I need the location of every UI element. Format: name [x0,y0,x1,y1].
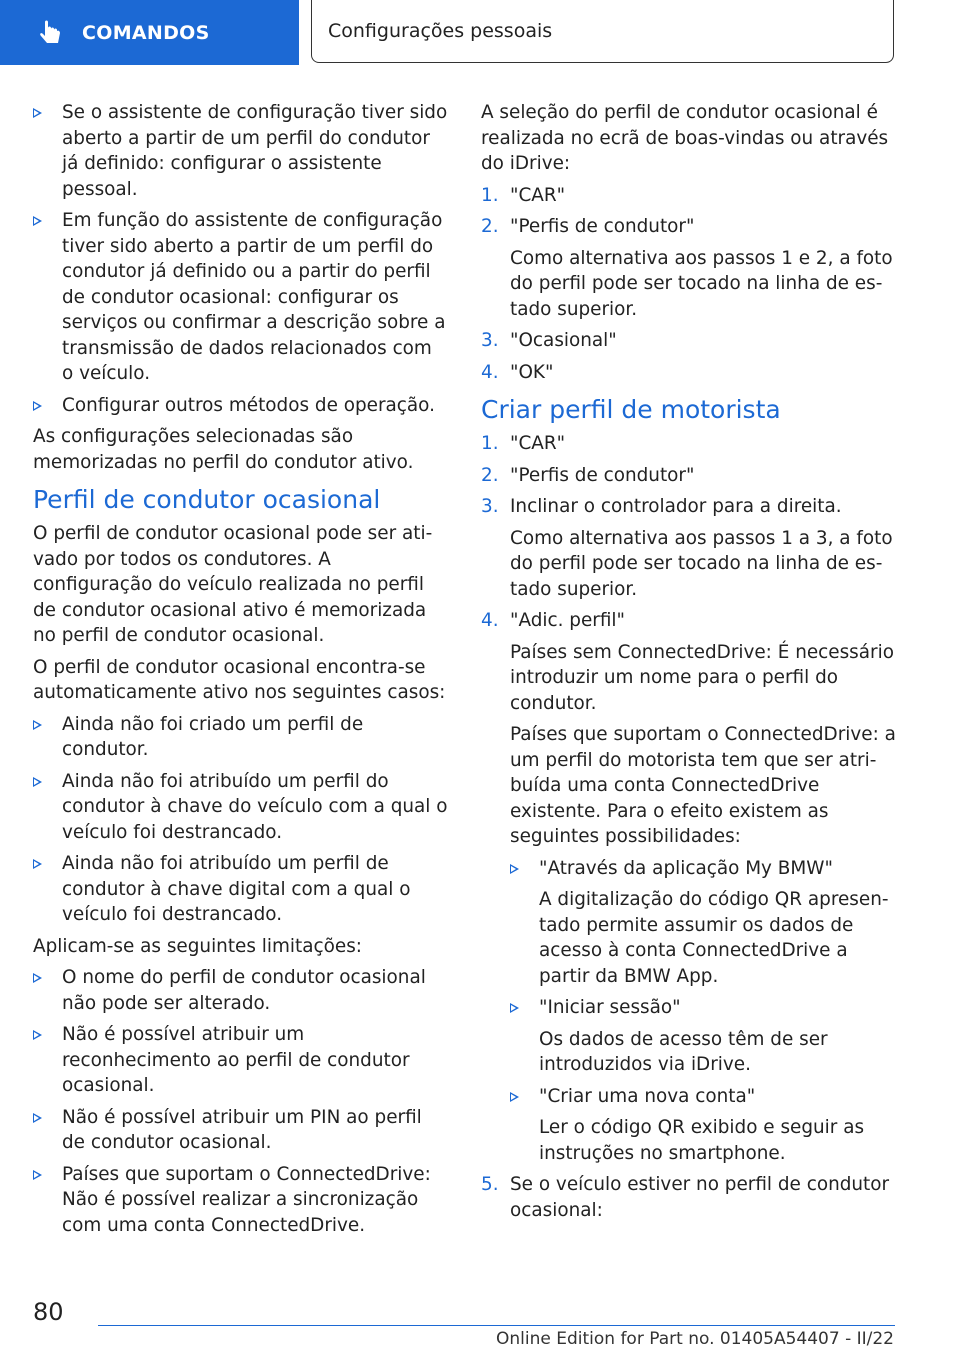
triangle-bullet-icon [33,401,42,411]
sub-bullet-note: A digitalização do código QR apresentado permite assumir os dados de acesso à conta ConnectedDrive a partir da BMW App. [539,889,889,987]
triangle-bullet-icon [33,108,42,118]
triangle-bullet-icon [33,973,42,983]
step-item: 1. "CAR" [481,433,566,454]
step-note: Países sem ConnectedDrive: É necessário introduzir um nome para o perfil do condutor. [510,641,894,714]
triangle-bullet-icon [33,1113,42,1123]
sub-bullet-item: "Iniciar sessão" [510,995,896,1021]
section-title: COMANDOS [82,21,210,44]
step-item: 4. "OK" [481,361,554,383]
page-number: 80 [33,1298,64,1326]
bullet-item: Não é possível atribuir um reconhecimento ao perfil de condutor ocasional. [33,1022,448,1099]
bullet-item: Países que suportam o ConnectedDrive: Não é possível realizar a sincronização com uma conta ConnectedDrive. [33,1162,448,1239]
sub-bullet-item: "Através da aplicação My BMW" [510,856,896,882]
triangle-bullet-icon [33,859,42,869]
edition-footer: Online Edition for Part no. 01405A54407 - II/22 [495,1329,894,1349]
sub-bullet-item: "Criar uma nova conta" [510,1084,896,1110]
bullet-item: Se o assistente de configuração tiver sido aberto a partir de um perfil do condutor já definido: configurar o assistente pessoal. [33,100,448,202]
step-item: 2. "Perfis de condutor" [481,464,695,486]
chapter-tab [311,0,894,63]
right-column [481,100,896,1229]
triangle-bullet-icon [33,777,42,787]
left-column [33,100,448,1244]
triangle-bullet-icon [510,1092,519,1102]
step-note: Como alternativa aos passos 1 a 3, a foto do perfil pode ser tocado na linha de estado superior. [510,527,893,600]
step-item: 2. "Perfis de condutor" [481,216,695,237]
section-heading: Perfil de condutor ocasional [33,485,381,514]
step-note: Como alternativa aos passos 1 e 2, a foto do perfil pode ser tocado na linha de estado superior. [510,247,893,320]
sub-bullet-note: Os dados de acesso têm de ser introduzidos via iDrive. [539,1028,828,1075]
triangle-bullet-icon [33,216,42,226]
triangle-bullet-icon [33,1030,42,1040]
paragraph: O perfil de condutor ocasional pode ser ativado por todos os condutores. A configuração do veículo realizada no perfil de condutor ocasional ativo é memorizada no perfil de condutor ocasional. [33,523,433,646]
triangle-bullet-icon [510,1003,519,1013]
paragraph: O perfil de condutor ocasional encontra-se automaticamente ativo nos seguintes casos: [33,656,446,703]
step-item: 3. Inclinar o controlador para a direita. [481,496,842,517]
step-note: Países que suportam o ConnectedDrive: a um perfil do motorista tem que ser atribuída uma conta ConnectedDrive existente. Para o efeito existem as seguintes possibilidades: [510,724,896,847]
bullet-item: Ainda não foi atribuído um perfil do condutor à chave do veículo com a qual o veículo foi destrancado. [33,769,448,846]
paragraph: Aplicam-se as seguintes limitações: [33,935,362,957]
bullet-item: O nome do perfil de condutor ocasional não pode ser alterado. [33,965,448,1016]
triangle-bullet-icon [510,864,519,874]
step-item: 4. "Adic. perfil" [481,610,626,631]
step-item: 5. Se o veículo estiver no perfil de condutor ocasional: [481,1174,890,1221]
paragraph: As configurações selecionadas são memorizadas no perfil do condutor ativo. [33,426,414,473]
triangle-bullet-icon [33,1170,42,1180]
triangle-bullet-icon [33,720,42,730]
bullet-item: Ainda não foi atribuído um perfil de condutor à chave digital com a qual o veículo foi destrancado. [33,851,448,928]
step-item: 3. "Ocasional" [481,330,617,351]
chapter-title: Configurações pessoais [328,20,553,42]
step-item: 1. "CAR" [481,184,566,206]
bullet-item: Em função do assistente de configuração tiver sido aberto a partir de um perfil do condutor já definido ou a partir do perfil de condutor ocasional: configurar os serviços ou confirmar a descrição sobre a transmissão de dados relacionados com o veículo. [33,208,448,387]
bullet-item: Não é possível atribuir um PIN ao perfil de condutor ocasional. [33,1105,448,1156]
bullet-item: Ainda não foi criado um perfil de condutor. [33,712,448,763]
hand-touch-icon [36,18,66,48]
bullet-item: Configurar outros métodos de operação. [33,393,448,419]
paragraph: A seleção do perfil de condutor ocasional é realizada no ecrã de boas-vindas ou através do iDrive: [481,102,889,174]
footer-divider [98,1325,895,1326]
section-tab [0,0,299,65]
section-heading: Criar perfil de motorista [481,395,781,424]
sub-bullet-note: Ler o código QR exibido e seguir as instruções no smartphone. [539,1117,865,1164]
